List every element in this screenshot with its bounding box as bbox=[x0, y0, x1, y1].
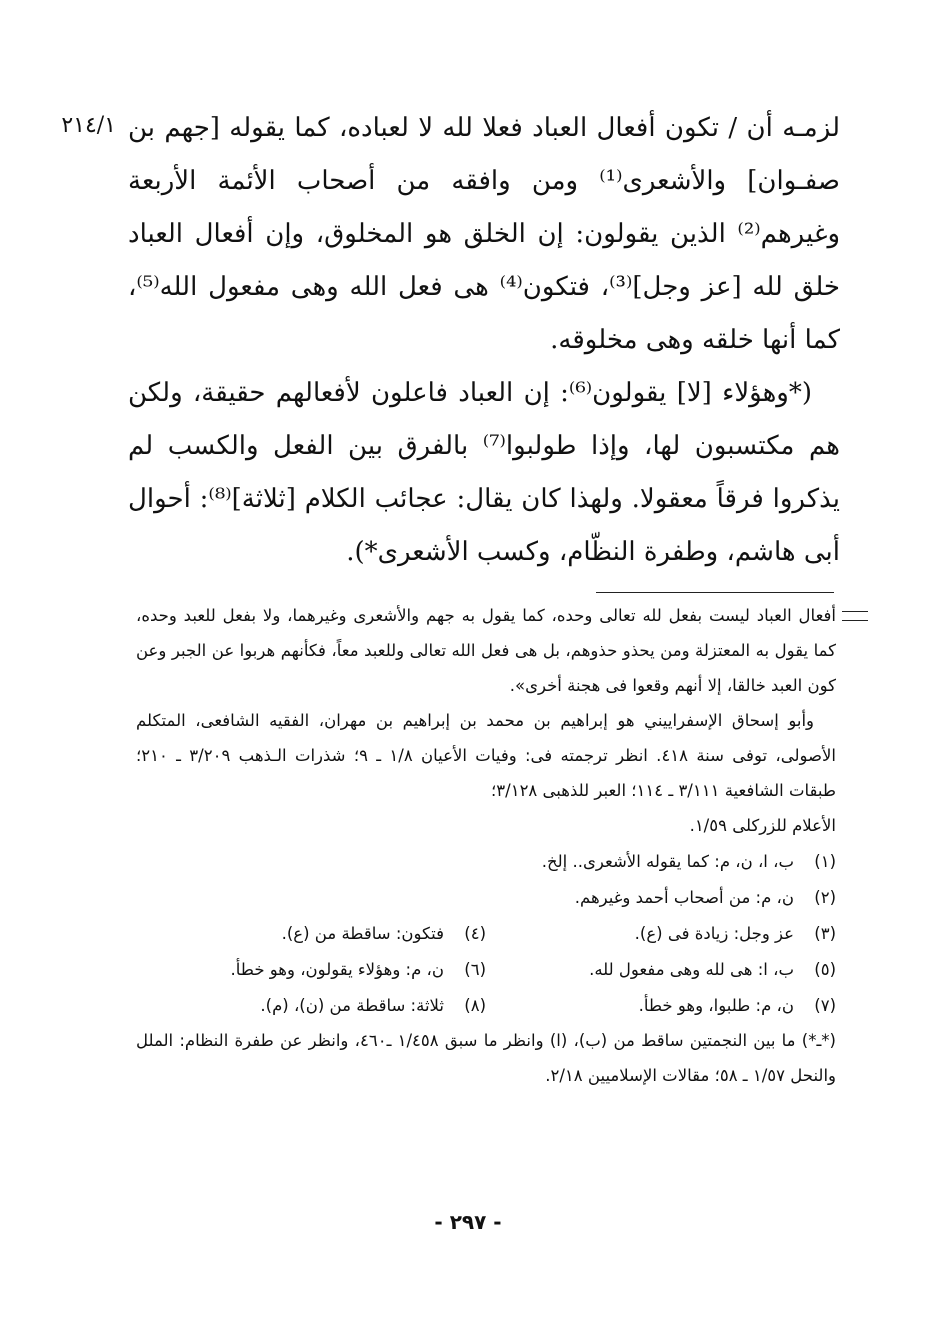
footnote-5 bbox=[486, 952, 836, 987]
footnote-text: ن، م: من أصحاب أحمد وغيرهم. bbox=[574, 887, 794, 907]
footnote-text: عز وجل: زيادة فى (ع). bbox=[634, 923, 794, 943]
footnote-3 bbox=[486, 916, 836, 951]
footnote-row bbox=[136, 843, 836, 879]
footnote-8 bbox=[136, 988, 486, 1023]
star-footnote-number: (*ـ*) bbox=[801, 1031, 836, 1050]
footnote-number: (٤) bbox=[464, 923, 486, 943]
footnote-text: ثلاثة: ساقطة من (ن)، (م). bbox=[260, 995, 444, 1015]
star-footnote bbox=[136, 1023, 836, 1093]
margin-reference: ٢١٤/١ bbox=[61, 113, 116, 138]
footnote-text: ن، م: طلبوا، وهو خطأ. bbox=[638, 995, 794, 1015]
footnote-number: (٣) bbox=[814, 923, 836, 943]
footnote-number: (١) bbox=[814, 851, 836, 871]
footnote-2 bbox=[136, 880, 836, 915]
star-footnote-text: ما بين النجمتين ساقط من (ب)، (ا) وانظر ما سبق ١/٤٥٨ ـ٤٦٠، وانظر عن طفرة النظام: الملل والنحل ١/٥٧ ـ ٥٨؛ مقالات الإسلاميين ٢/١٨. bbox=[136, 1031, 836, 1085]
main-paragraph: لزمـه أن / تكون أفعال العباد فعلا لله لا لعباده، كما يقوله [جهم بن صفـوان] والأشعرى⁽¹⁾ ومن وافقه من أصحاب الأئمة الأربعة وغيرهم⁽²⁾ الذين يقولون: إن الخلق هو المخلوق، وإن أفعال العباد خلق لله [عز وجل]⁽³⁾، فتكون⁽⁴⁾ هى فعل الله وهى مفعول الله⁽⁵⁾، كما أنها خلقه وهى مخلوقه. bbox=[128, 113, 840, 355]
footnote-text: فتكون: ساقطة من (ع). bbox=[281, 923, 444, 943]
footnote-text: ب، ا: هى لله وهى مفعول لله. bbox=[589, 959, 794, 979]
footnotes-section bbox=[136, 598, 836, 1093]
note-isfaraini: وأبو إسحاق الإسفراييني هو إبراهيم بن محمد بن إبراهيم بن مهران، الفقيه الشافعى، المتكلم الأصولى، توفى سنة ٤١٨. انظر ترجمته فى: وفيات الأعيان ١/٨ ـ ٩؛ شذرات الـذهب ٣/٢٠٩ ـ ٢١٠؛ طبقات الشافعية ٣/١١١ ـ ١١٤؛ العبر للذهبى ٣/١٢٨؛ bbox=[136, 711, 836, 800]
footnote-1 bbox=[136, 844, 836, 879]
footnote-number: (٦) bbox=[464, 959, 486, 979]
footnote-text: ب، ا، ن، م: كما يقوله الأشعرى.. إلخ. bbox=[541, 851, 794, 871]
page-number: - ٢٩٧ - bbox=[434, 1210, 502, 1234]
footnote-row bbox=[136, 951, 836, 987]
footnote-7 bbox=[486, 988, 836, 1023]
footnote-4 bbox=[136, 916, 486, 951]
footnote-row bbox=[136, 915, 836, 951]
footnote-number: (٨) bbox=[464, 995, 486, 1015]
main-paragraph: (*وهؤلاء [لا] يقولون⁽⁶⁾: إن العباد فاعلون لأفعالهم حقيقة، ولكن هم مكتسبون لها، وإذا طولبوا⁽⁷⁾ بالفرق بين الفعل والكسب لم يذكروا فرقاً معقولا. ولهذا كان يقال: عجائب الكلام [ثلاثة]⁽⁸⁾: أحوال أبى هاشم، وطفرة النظّام، وكسب الأشعرى*). bbox=[128, 378, 841, 567]
note-continued: أفعال العباد ليست بفعل لله تعالى وحده، كما يقول به جهم والأشعرى وغيرهما، ولا بفعل للعبد وحده، كما يقول به المعتزلة ومن يحذو حذوهم، بل هى فعل الله تعالى وللعبد معاً، فكأنهم هربوا عن الجبر وعن كون العبد خالقا، إلا أنهم وقعوا فى هجنة أخرى». bbox=[136, 606, 836, 695]
footnote-text: ن، م: وهؤلاء يقولون، وهو خطأ. bbox=[230, 959, 444, 979]
footnote-separator bbox=[596, 592, 834, 593]
note-isfaraini-last: الأعلام للزركلى ١/٥٩. bbox=[689, 816, 836, 835]
main-text bbox=[128, 102, 840, 579]
footnote-row bbox=[136, 879, 836, 915]
footnote-number: (٧) bbox=[814, 995, 836, 1015]
footnote-number: (٥) bbox=[814, 959, 836, 979]
continuation-mark bbox=[842, 611, 868, 621]
footnote-row bbox=[136, 987, 836, 1023]
footnote-number: (٢) bbox=[814, 887, 836, 907]
footnote-6 bbox=[136, 952, 486, 987]
